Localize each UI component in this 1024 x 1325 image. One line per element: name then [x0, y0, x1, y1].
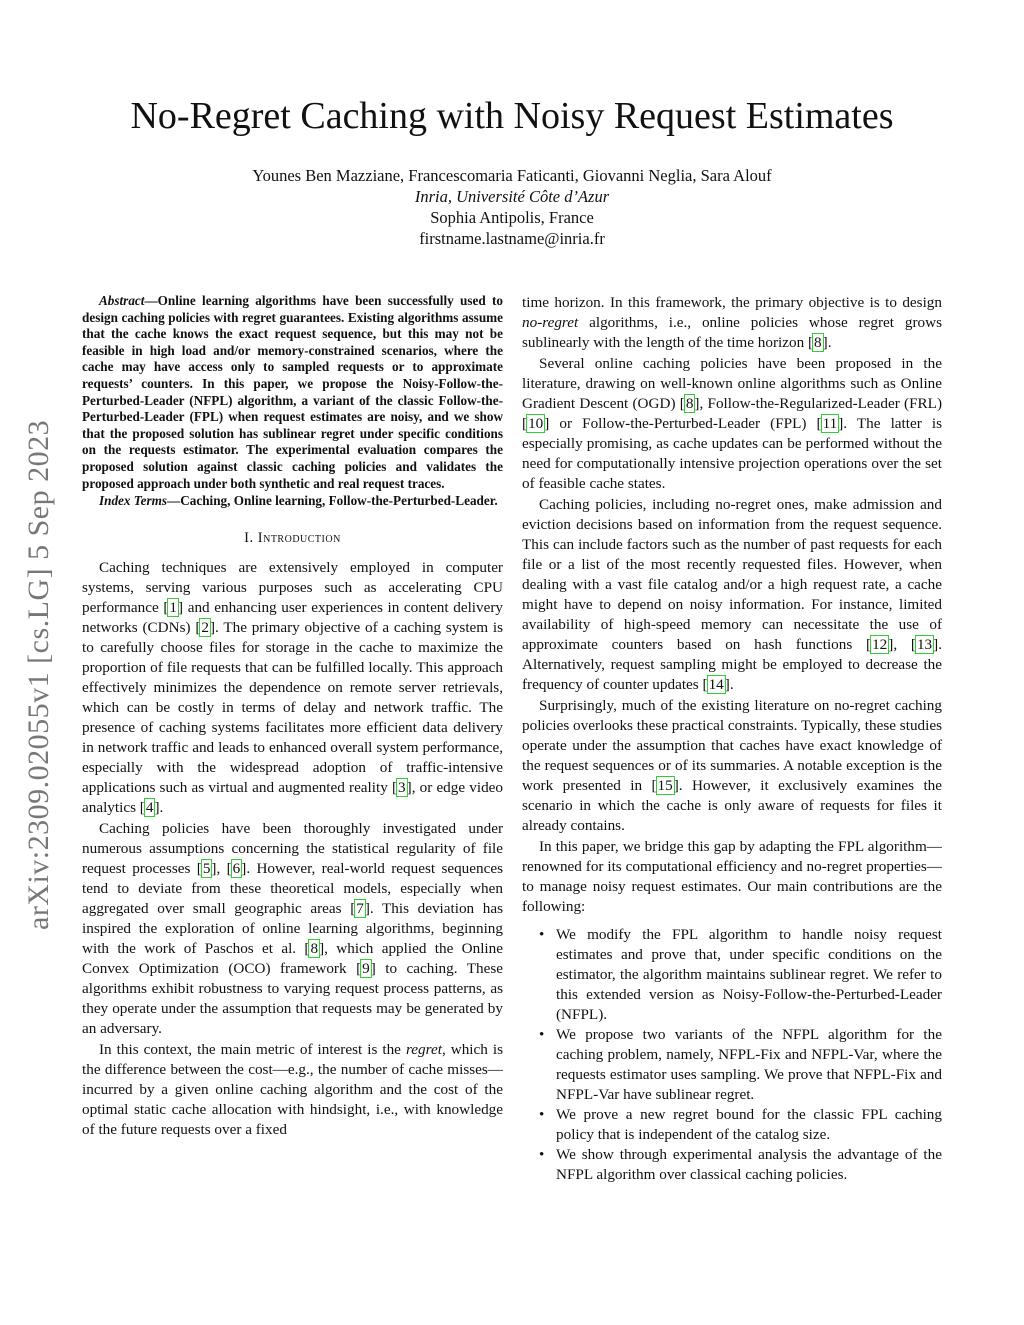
list-item — [522, 1025, 942, 1105]
emphasis: regret — [405, 1040, 442, 1058]
paragraph: Caching policies, including no-regret ones, make admission and eviction decisions based on information from the request sequence. This can include factors such as the number of past requests for each file or a list of the most recently requested files. However, when dealing with a vast file catalog and/or a high request rate, a cache might have to depend on noisy information. For instance, limited availability of high-speed memory can necessitate the use of approximate counters based on hash functions [12], [13]. Alternatively, request sampling might be employed to decrease the frequency of counter updates [14]. — [522, 496, 942, 693]
bullet-icon: • — [539, 1106, 545, 1123]
citation-link[interactable]: 7 — [356, 899, 364, 917]
list-item — [522, 925, 942, 1025]
abstract-text: —Online learning algorithms have been successfully used to design caching policies with regret guarantees. Existing algorithms assume that the cache knows the exact request sequence, but this may not be feasible in high load and/or memory-constrained scenarios, where the cache may have access only to sampled requests or to approximate requests’ counters. In this paper, we propose the Noisy-Follow-the-Perturbed-Leader (NFPL) algorithm, a variant of the classic Follow-the-Perturbed-Leader (FPL) when request estimates are noisy, and we show that the proposed solution has sublinear regret under specific conditions on the requests estimator. The experimental evaluation compares the proposed solution against classic caching policies and validates the proposed approach under both synthetic and real request traces. — [82, 293, 503, 491]
abstract-label: Abstract — [99, 293, 145, 308]
paragraph: Caching techniques are extensively employed in computer systems, serving various purposes such as accelerating CPU performance [1] and enhancing user experiences in content delivery networks (CDNs) [2]. The primary objective of a caching system is to carefully choose files for storage in the cache to maximize the proportion of file requests that can be fulfilled locally. This approach effectively minimizes the dependence on remote server retrievals, which can be costly in terms of delay and network traffic. The presence of caching systems facilitates more efficient data delivery in network traffic and leads to enhanced overall system performance, especially with the widespread adoption of traffic-intensive applications such as virtual and augmented reality [3], or edge video analytics [4]. — [82, 558, 504, 816]
paragraph — [82, 1040, 503, 1140]
author-block — [80, 165, 944, 249]
section-title: Introduction — [257, 529, 341, 546]
paragraph: Surprisingly, much of the existing literature on no-regret caching policies overlooks these practical constraints. Typically, these studies operate under the assumption that caches have exact knowledge of the request sequences or of its summaries. A notable exception is the work presented in [15]. However, it exclusively examines the scenario in which the cache is only aware of requests for files it already contains. — [522, 697, 943, 834]
location: Sophia Antipolis, France — [430, 208, 594, 227]
citation-link[interactable]: 8 — [685, 395, 694, 412]
citation-link[interactable]: 1 — [169, 598, 178, 616]
citation-link[interactable]: 15 — [657, 777, 673, 794]
citation-link[interactable]: 5 — [202, 859, 211, 877]
arxiv-identifier: arXiv:2309.02055v1 [cs.LG] 5 Sep 2023 — [22, 419, 55, 930]
text-run: . The latter is especially promising, as cache updates can be performed without the need for computationally intensive projection operations over the set of feasible cache states. — [522, 415, 943, 492]
text-run: , or edge video analytics — [82, 778, 504, 816]
right-column — [522, 293, 942, 1185]
citation-link[interactable]: 6 — [232, 859, 241, 877]
text-run: . — [159, 798, 164, 816]
index-terms-label: Index Terms — [99, 493, 168, 509]
paragraph: Caching policies have been thoroughly investigated under numerous assumptions concerning the statistical regularity of file request processes [5], [6]. However, real-world request sequences tend to deviate from these theoretical models, especially when aggregated over small geographic areas [7]. This deviation has inspired the exploration of online learning algorithms, beginning with the work of Paschos et al. [8], which applied the Online Convex Optimization (OCO) framework [9] to caching. These algorithms exhibit robustness to varying request process patterns, as they operate under the assumption that requests may be generated by an adversary. — [82, 819, 504, 1037]
citation-link[interactable]: 8 — [814, 334, 822, 351]
contributions-list — [522, 925, 942, 1185]
text-run: . The primary objective of a caching system is to carefully choose files for storage in the cache to maximize the proportion of file requests that can be fulfilled locally. This approach effectively minimizes the dependence on remote server retrievals, which can be costly in terms of delay and network traffic. The presence of caching systems facilitates more efficient data delivery in network traffic and leads to enhanced overall system performance, especially with the widespread adoption of traffic-intensive applications such as virtual and augmented reality — [82, 618, 503, 796]
list-item — [522, 1145, 942, 1185]
index-terms-text: —Caching, Online learning, Follow-the-Perturbed-Leader. — [167, 493, 498, 509]
text-run: Caching techniques are extensively employed in computer systems, serving various purposes such as accelerating CPU performance — [82, 558, 503, 616]
paragraph: time horizon. In this framework, the primary objective is to design no-regret algorithms, i.e., online policies whose regret grows sublinearly with the length of the time horizon [8]. — [522, 294, 942, 351]
text-run: , — [893, 636, 911, 653]
emphasis: no-regret — [522, 314, 579, 331]
citation-link[interactable]: 11 — [822, 415, 838, 432]
citation-link[interactable]: 8 — [310, 939, 319, 957]
text-run: , Follow-the-Regularized-Leader (FRL) — [699, 395, 942, 412]
text-run: Surprisingly, much of the existing literature on no-regret caching policies overlooks these practical constraints. Typically, these studies operate under the assumption that caches have exact knowledge of the request sequences or of its summaries. A notable exception is the work presented in — [522, 697, 942, 794]
paragraph: Several online caching policies have been proposed in the literature, drawing on well-known online algorithms such as Online Gradient Descent (OGD) [8], Follow-the-Regularized-Leader (FRL) [10] or Follow-the-Perturbed-Leader (FPL) [11]. The latter is especially promising, as cache updates can be performed without the need for computationally intensive projection operations over the set of feasible cache states. — [522, 355, 943, 492]
text-run: Caching policies, including no-regret ones, make admission and eviction decisions based on information from the request sequence. This can include factors such as the number of past requests for each file or a list of the most recently requested files. However, when dealing with a vast file catalog and/or a high request rate, a cache might have to depend on noisy information. For instance, limited availability of high-speed memory can necessitate the use of approximate counters based on hash functions — [522, 496, 942, 653]
list-item-text: We prove a new regret bound for the classic FPL caching policy that is independent of the catalog size. — [556, 1106, 942, 1143]
list-item-text: We show through experimental analysis the advantage of the NFPL algorithm over classical caching policies. — [556, 1146, 942, 1183]
email: firstname.lastname@inria.fr — [419, 229, 605, 248]
bullet-icon: • — [539, 1146, 545, 1163]
text-run: or Follow-the-Perturbed-Leader (FPL) — [549, 415, 817, 432]
citation-link[interactable]: 12 — [872, 636, 888, 653]
text-run: Several online caching policies have been proposed in the literature, drawing on well-known online algorithms such as Online Gradient Descent (OGD) — [522, 355, 942, 412]
text-run: . Alternatively, request sampling might be employed to decrease the frequency of counter updates — [522, 636, 942, 693]
text-run: In this context, the main metric of interest is the — [99, 1040, 406, 1058]
text-run: , — [216, 859, 227, 877]
citation-link[interactable]: 13 — [916, 636, 933, 653]
bullet-icon: • — [539, 1026, 545, 1043]
citation-link[interactable]: 10 — [528, 415, 544, 432]
paragraph: In this paper, we bridge this gap by adapting the FPL algorithm—renowned for its computational efficiency and no-regret properties—to manage noisy request estimates. Our main contributions are the following: — [522, 838, 942, 915]
section-heading-introduction — [82, 528, 503, 548]
abstract — [82, 293, 503, 492]
text-run: . — [729, 676, 734, 693]
text-run: . — [827, 334, 832, 351]
citation-link[interactable]: 9 — [362, 959, 370, 977]
text-run: time horizon. In this framework, the primary objective is to design — [522, 294, 942, 311]
text-run: Caching policies have been thoroughly investigated under numerous assumptions concerning the statistical regularity of file request processes — [82, 819, 503, 877]
citation-link[interactable]: 3 — [398, 778, 406, 796]
left-column — [82, 293, 503, 1140]
citation-link[interactable]: 2 — [201, 618, 209, 636]
text-run: algorithms, i.e., online policies whose regret grows sublinearly with the length of the time horizon — [522, 314, 942, 351]
citation-link[interactable]: 14 — [708, 676, 724, 693]
text-run: , which is the difference between the cost—e.g., the number of cache misses—incurred by a given online caching algorithm and the cost of the optimal static cache allocation with hindsight, i.e., with knowledge of the future requests over a fixed — [82, 1040, 503, 1138]
paper-title: No-Regret Caching with Noisy Request Estimates — [130, 95, 894, 137]
text-run: . This deviation has inspired the exploration of online learning algorithms, beginning with the work of Paschos et al. — [82, 899, 503, 957]
list-item-text: We modify the FPL algorithm to handle noisy request estimates and prove that, under specific conditions on the estimator, the algorithm maintains sublinear regret. We refer to this extended version as Noisy-Follow-the-Perturbed-Leader (NFPL). — [556, 926, 942, 1023]
text-run: to caching. These algorithms exhibit robustness to varying request process patterns, as they operate under the assumption that requests may be generated by an adversary. — [82, 959, 503, 1037]
text-run: , which applied the Online Convex Optimization (OCO) framework — [82, 939, 503, 977]
index-terms — [82, 493, 503, 510]
section-number: I. — [244, 529, 258, 546]
list-item — [522, 1105, 942, 1145]
author-names: Younes Ben Mazziane, Francescomaria Faticanti, Giovanni Neglia, Sara Alouf — [252, 166, 772, 185]
bullet-icon: • — [539, 926, 545, 943]
text-run: . However, real-world request sequences tend to deviate from these theoretical models, especially when aggregated over small geographic areas — [82, 859, 504, 917]
list-item-text: We propose two variants of the NFPL algorithm for the caching problem, namely, NFPL-Fix and NFPL-Var, where the requests estimator uses sampling. We prove that NFPL-Fix and NFPL-Var have sublinear regret. — [556, 1026, 942, 1103]
text-run: . However, it exclusively examines the scenario in which the cache is only aware of requests for files it already contains. — [522, 777, 943, 834]
affiliation: Inria, Université Côte d’Azur — [414, 187, 610, 206]
text-run: and enhancing user experiences in content delivery networks (CDNs) — [82, 598, 504, 636]
citation-link[interactable]: 4 — [145, 798, 154, 816]
